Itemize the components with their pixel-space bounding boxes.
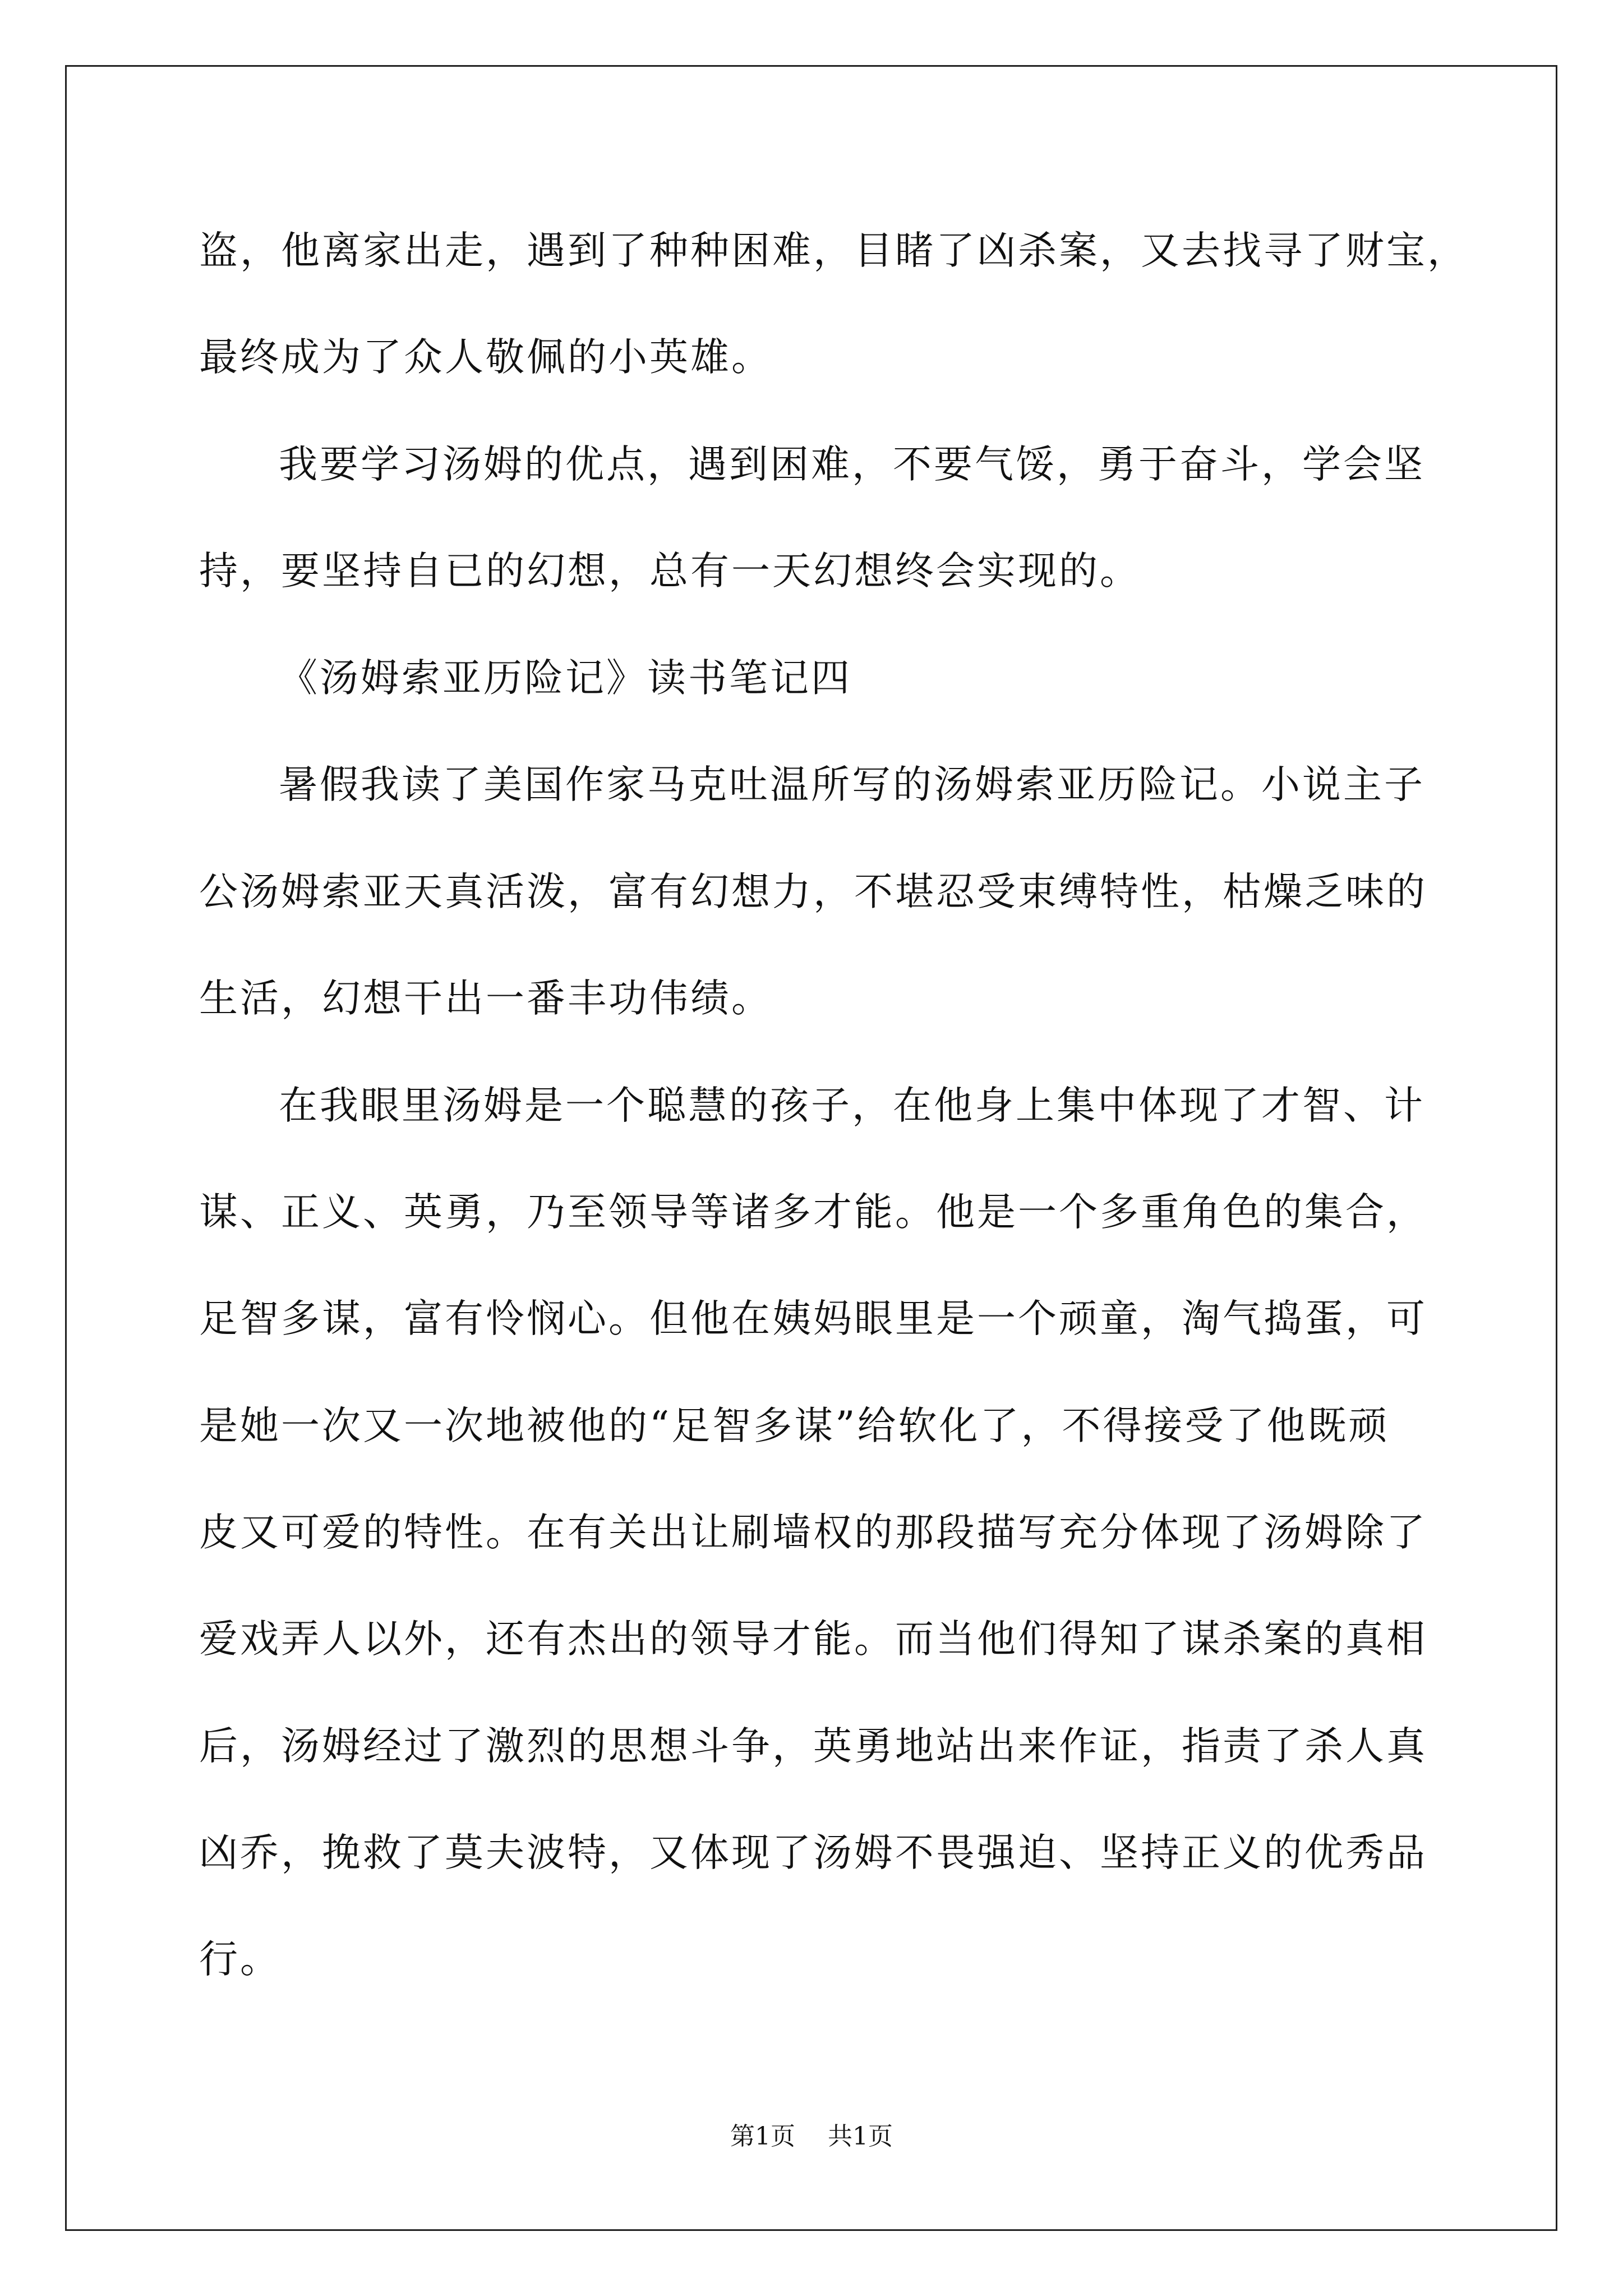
text-line: 暑假我读了美国作家马克吐温所写的汤姆索亚历险记。小说主子 xyxy=(279,762,1425,807)
text-line: 持，要坚持自已的幻想，总有一天幻想终会实现的。 xyxy=(199,549,1141,593)
text-line: 爱戏弄人以外，还有杰出的领导才能。而当他们得知了谋杀案的真相 xyxy=(199,1617,1427,1662)
text-line: 后，汤姆经过了激烈的思想斗争，英勇地站出来作证，指责了杀人真 xyxy=(199,1724,1427,1769)
page-total: 共1页 xyxy=(828,2122,893,2151)
text-line: 盗，他离家出走，遇到了种种困难，目睹了凶杀案，又去找寻了财宝， xyxy=(199,228,1468,273)
text-line: 生活，幻想干出一番丰功伟绩。 xyxy=(199,976,772,1021)
text-line: 公汤姆索亚天真活泼，富有幻想力，不堪忍受束缚特性，枯燥乏味的 xyxy=(199,869,1427,914)
text-line: 在我眼里汤姆是一个聪慧的孩子，在他身上集中体现了才智、计 xyxy=(279,1083,1425,1128)
section-heading: 《汤姆索亚历险记》读书笔记四 xyxy=(279,656,852,701)
text-line: 凶乔，挽救了莫夫波特，又体现了汤姆不畏强迫、坚持正义的优秀品 xyxy=(199,1830,1427,1875)
page-border xyxy=(65,65,1557,2231)
page-number: 第1页 xyxy=(730,2122,795,2151)
text-line: 足智多谋，富有怜悯心。但他在姨妈眼里是一个顽童，淘气捣蛋，可 xyxy=(199,1296,1427,1341)
text-line: 谋、正义、英勇，乃至领导等诸多才能。他是一个多重角色的集合， xyxy=(199,1190,1427,1235)
text-line: 最终成为了众人敬佩的小英雄。 xyxy=(199,335,772,380)
text-line: 皮又可爱的特性。在有关出让刷墙权的那段描写充分体现了汤姆除了 xyxy=(199,1510,1427,1555)
text-line: 我要学习汤姆的优点，遇到困难，不要气馁，勇于奋斗，学会坚 xyxy=(279,442,1425,487)
page-footer xyxy=(0,2120,1623,2154)
text-line: 行。 xyxy=(199,1937,281,1982)
text-line: 是她一次又一次地被他的“足智多谋”给软化了，不得接受了他既顽 xyxy=(199,1404,1390,1448)
